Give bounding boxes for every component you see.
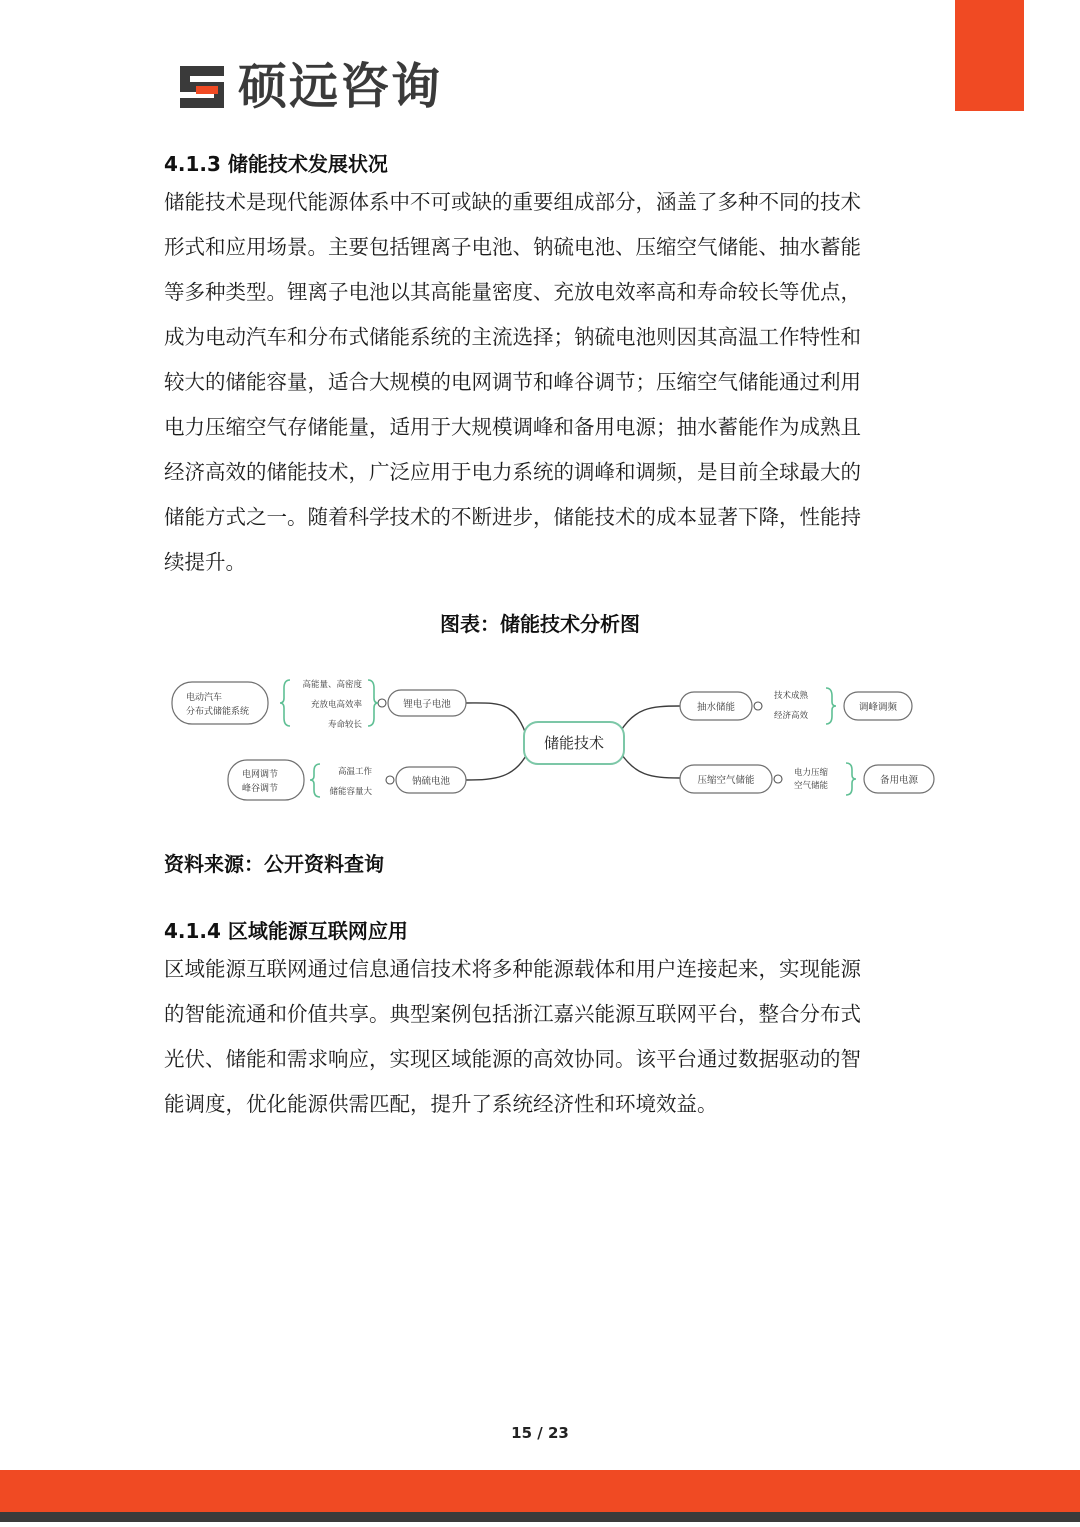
feature-text: 充放电高效率 xyxy=(310,700,362,710)
company-logo xyxy=(176,58,442,116)
feature-text: 技术成熟 xyxy=(774,691,809,701)
text-line: 电力压缩空气存储能量，适用于大规模调峰和备用电源；抽水蓄能作为成熟且 xyxy=(164,415,861,439)
application-text: 分布式储能系统 xyxy=(186,707,250,717)
text-line: 等多种类型。锂离子电池以其高能量密度、充放电效率高和寿命较长等优点， xyxy=(164,280,861,304)
application-text: 电动汽车 xyxy=(186,693,223,703)
text-line: 续提升。 xyxy=(164,550,246,574)
section-413-body xyxy=(164,180,904,585)
text-line: 成为电动汽车和分布式储能系统的主流选择；钠硫电池则因其高温工作特性和 xyxy=(164,325,861,349)
brace-li-ion-right xyxy=(368,680,378,726)
brace-nas xyxy=(310,764,320,797)
figure-source: 资料来源：公开资料查询 xyxy=(164,852,384,876)
connector-caes xyxy=(620,752,680,778)
section-heading-414: 4.1.4 区域能源互联网应用 xyxy=(164,919,408,943)
text-line: 的智能流通和价值共享。典型案例包括浙江嘉兴能源互联网平台，整合分布式 xyxy=(164,1002,861,1026)
text-line: 储能技术是现代能源体系中不可或缺的重要组成部分，涵盖了多种不同的技术 xyxy=(164,190,861,214)
text-line: 形式和应用场景。主要包括锂离子电池、钠硫电池、压缩空气储能、抽水蓄能 xyxy=(164,235,861,259)
text-line: 区域能源互联网通过信息通信技术将多种能源载体和用户连接起来，实现能源 xyxy=(164,957,861,981)
text-line: 光伏、储能和需求响应，实现区域能源的高效协同。该平台通过数据驱动的智 xyxy=(164,1047,861,1071)
brace-li-ion-left xyxy=(280,680,290,726)
connector-nas xyxy=(466,752,528,780)
collapse-dot xyxy=(378,699,386,707)
application-text: 备用电源 xyxy=(879,775,919,786)
node-nas-apps xyxy=(228,760,304,800)
footer-dark-line xyxy=(0,1512,1080,1522)
feature-text: 储能容量大 xyxy=(329,787,372,797)
company-name: 硕远咨询 xyxy=(238,58,443,115)
text-line: 经济高效的储能技术，广泛应用于电力系统的调峰和调频，是目前全球最大的 xyxy=(164,460,861,484)
collapse-dot xyxy=(754,702,762,710)
node-nas-label: 钠硫电池 xyxy=(411,776,451,787)
footer-accent-bar xyxy=(0,1470,1080,1512)
node-pumped-label: 抽水储能 xyxy=(696,702,736,713)
feature-text: 空气储能 xyxy=(794,781,829,791)
collapse-dot xyxy=(774,775,782,783)
brace-caes xyxy=(846,763,856,795)
figure-title: 图表：储能技术分析图 xyxy=(440,612,640,636)
application-text: 调峰调频 xyxy=(858,702,898,713)
text-line: 储能方式之一。随着科学技术的不断进步，储能技术的成本显著下降，性能持 xyxy=(164,505,861,529)
feature-text: 高能量、高密度 xyxy=(302,680,362,690)
node-li-ion-label: 锂电子电池 xyxy=(403,699,451,710)
node-caes-label: 压缩空气储能 xyxy=(697,775,755,786)
application-text: 峰谷调节 xyxy=(242,784,279,794)
brace-pumped xyxy=(826,688,836,724)
feature-text: 高温工作 xyxy=(337,767,372,777)
connector-li-ion xyxy=(466,703,528,740)
center-label: 储能技术 xyxy=(543,734,605,752)
application-text: 电网调节 xyxy=(242,770,279,780)
feature-text: 经济高效 xyxy=(774,711,809,721)
s-logo-icon xyxy=(176,62,228,112)
corner-accent-tab xyxy=(955,0,1024,111)
section-heading-413: 4.1.3 储能技术发展状况 xyxy=(164,152,388,176)
text-line: 能调度，优化能源供需匹配，提升了系统经济性和环境效益。 xyxy=(164,1092,718,1116)
text-line: 较大的储能容量，适合大规模的电网调节和峰谷调节；压缩空气储能通过利用 xyxy=(164,370,861,394)
feature-text: 寿命较长 xyxy=(327,720,362,730)
storage-tech-mindmap xyxy=(160,660,940,810)
collapse-dot xyxy=(386,776,394,784)
feature-text: 电力压缩 xyxy=(794,768,829,778)
page-number: 15 / 23 xyxy=(511,1424,569,1442)
connector-pumped xyxy=(620,706,680,732)
section-414-body xyxy=(164,947,904,1127)
node-li-ion-apps xyxy=(172,682,268,724)
